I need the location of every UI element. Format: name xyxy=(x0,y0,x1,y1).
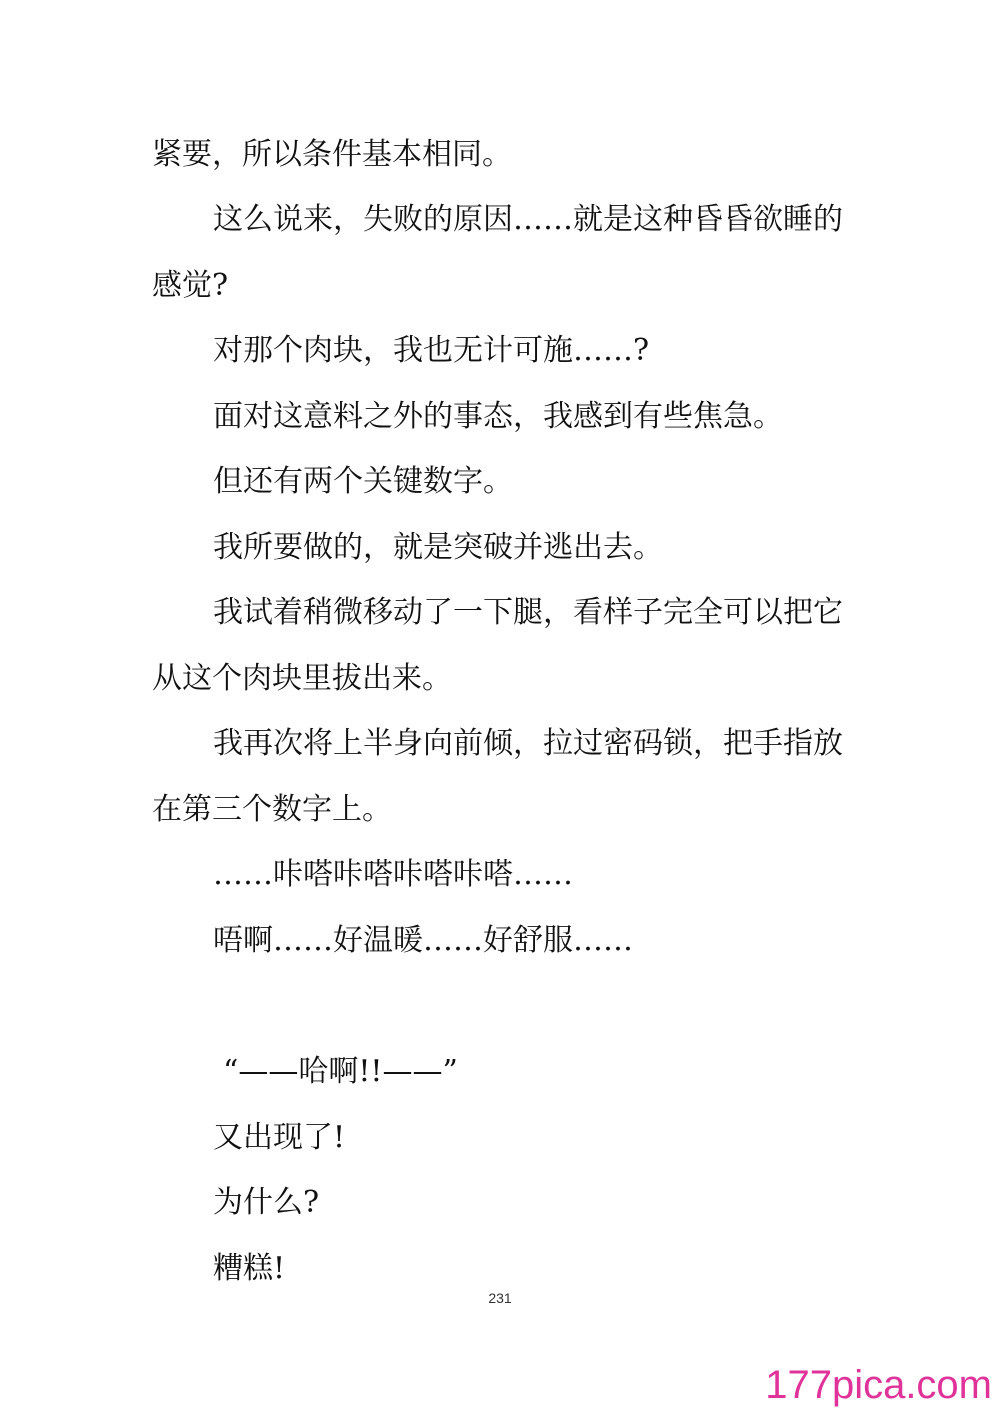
paragraph-line: 对那个肉块，我也无计可施……? xyxy=(213,333,650,368)
paragraph-line: 我再次将上半身向前倾，拉过密码锁，把手指放 xyxy=(213,726,843,761)
paragraph-line: 唔啊……好温暖……好舒服…… xyxy=(213,923,633,958)
dialogue-line: “——哈啊!!——” xyxy=(223,1054,458,1089)
paragraph-line: 在第三个数字上。 xyxy=(152,792,392,827)
paragraph-line: 我所要做的，就是突破并逃出去。 xyxy=(213,530,663,565)
paragraph-line: 面对这意料之外的事态，我感到有些焦急。 xyxy=(213,399,783,434)
paragraph-line: 这么说来，失败的原因……就是这种昏昏欲睡的 xyxy=(213,202,843,237)
paragraph-line: 为什么? xyxy=(213,1185,320,1220)
paragraph-line: 紧要，所以条件基本相同。 xyxy=(152,137,512,172)
paragraph-line: ……咔嗒咔嗒咔嗒咔嗒…… xyxy=(213,857,573,892)
paragraph-line: 糟糕! xyxy=(213,1251,286,1286)
page-number: 231 xyxy=(488,1290,512,1306)
paragraph-line: 感觉? xyxy=(152,268,229,303)
paragraph-line: 从这个肉块里拔出来。 xyxy=(152,661,452,696)
site-watermark: 177pica.com xyxy=(765,1363,992,1407)
paragraph-line: 我试着稍微移动了一下腿，看样子完全可以把它 xyxy=(213,595,843,630)
paragraph-line: 但还有两个关键数字。 xyxy=(213,464,513,499)
paragraph-line: 又出现了! xyxy=(213,1120,346,1155)
